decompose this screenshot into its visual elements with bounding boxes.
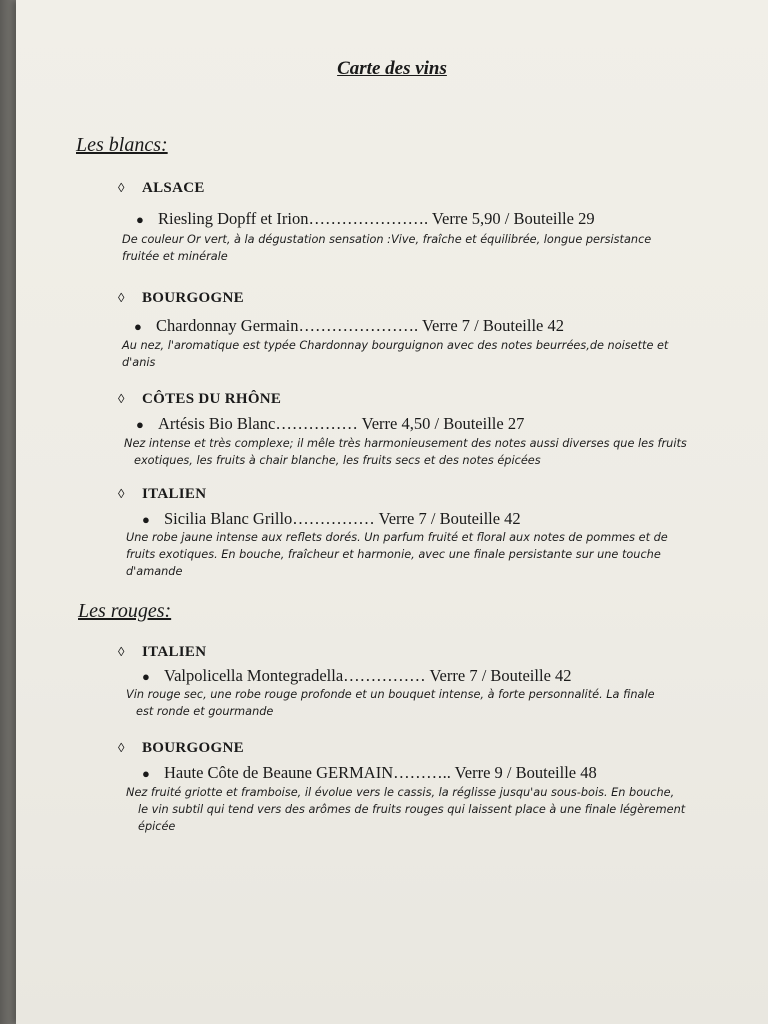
description-line: d'anis	[122, 356, 156, 369]
region-label: ITALIEN	[142, 644, 207, 660]
wine-item	[136, 414, 524, 434]
wine-item	[142, 509, 521, 529]
bullet-icon: ●	[136, 417, 144, 432]
region-italien-rouge	[118, 644, 206, 661]
diamond-icon: ◊	[118, 290, 125, 305]
wine-item	[142, 763, 597, 783]
menu-page	[16, 0, 768, 1024]
wine-line: Sicilia Blanc Grillo…………… Verre 7 / Bouteille 42	[164, 509, 521, 528]
wine-description	[124, 435, 704, 469]
region-label: BOURGOGNE	[142, 290, 244, 306]
region-label: ITALIEN	[142, 486, 207, 502]
wine-item	[142, 666, 572, 686]
wine-line: Riesling Dopff et Irion…………………. Verre 5,90 / Bouteille 29	[158, 209, 595, 228]
wine-description	[126, 784, 706, 835]
description-line: De couleur Or vert, à la dégustation sensation :Vive, fraîche et équilibrée, longue persistance	[122, 233, 652, 246]
bullet-icon: ●	[136, 212, 144, 227]
region-italien-blanc	[118, 486, 206, 503]
bullet-icon: ●	[142, 766, 150, 781]
description-line: fruits exotiques. En bouche, fraîcheur et harmonie, avec une finale persistante sur une touche	[126, 548, 661, 561]
description-line: épicée	[138, 820, 176, 833]
region-alsace	[118, 180, 205, 197]
wine-item	[134, 316, 564, 336]
description-line: exotiques, les fruits à chair blanche, les fruits secs et des notes épicées	[134, 454, 541, 467]
description-line: Nez fruité griotte et framboise, il évolue vers le cassis, la réglisse jusqu'au sous-bois. En bouche,	[126, 786, 675, 799]
diamond-icon: ◊	[118, 644, 125, 659]
page-title: Carte des vins	[337, 58, 447, 79]
description-line: Une robe jaune intense aux reflets dorés. Un parfum fruité et floral aux notes de pommes et de	[126, 531, 668, 544]
description-line: Au nez, l'aromatique est typée Chardonnay bourguignon avec des notes beurrées,de noisette et	[122, 339, 669, 352]
wine-line: Valpolicella Montegradella…………… Verre 7 / Bouteille 42	[164, 666, 572, 685]
wine-line: Haute Côte de Beaune GERMAIN……….. Verre 9 / Bouteille 48	[164, 763, 597, 782]
region-label: BOURGOGNE	[142, 740, 244, 756]
wine-description	[126, 529, 706, 580]
region-cotes-du-rhone	[118, 391, 281, 408]
region-bourgogne	[118, 290, 244, 307]
region-label: CÔTES DU RHÔNE	[142, 391, 282, 407]
description-line: Vin rouge sec, une robe rouge profonde et un bouquet intense, à forte personnalité. La finale	[126, 688, 655, 701]
wine-description	[126, 686, 706, 720]
diamond-icon: ◊	[118, 391, 125, 406]
bullet-icon: ●	[134, 319, 142, 334]
wine-line: Artésis Bio Blanc…………… Verre 4,50 / Bouteille 27	[158, 414, 525, 433]
description-line: fruitée et minérale	[122, 250, 228, 263]
wine-description	[122, 231, 702, 265]
wine-item	[136, 209, 595, 229]
diamond-icon: ◊	[118, 740, 125, 755]
section-heading-rouges: Les rouges:	[78, 600, 172, 622]
region-bourgogne-rouge	[118, 740, 244, 757]
wine-line: Chardonnay Germain…………………. Verre 7 / Bouteille 42	[156, 316, 564, 335]
description-line: d'amande	[126, 565, 183, 578]
bullet-icon: ●	[142, 512, 150, 527]
diamond-icon: ◊	[118, 486, 125, 501]
description-line: le vin subtil qui tend vers des arômes de fruits rouges qui laissent place à une finale légèrement	[138, 803, 686, 816]
region-label: ALSACE	[142, 180, 205, 196]
bullet-icon: ●	[142, 669, 150, 684]
wine-description	[122, 337, 702, 371]
section-heading-blancs: Les blancs:	[76, 134, 168, 156]
description-line: Nez intense et très complexe; il mêle très harmonieusement des notes aussi diverses que les fruits	[124, 437, 687, 450]
diamond-icon: ◊	[118, 180, 125, 195]
description-line: est ronde et gourmande	[136, 705, 274, 718]
